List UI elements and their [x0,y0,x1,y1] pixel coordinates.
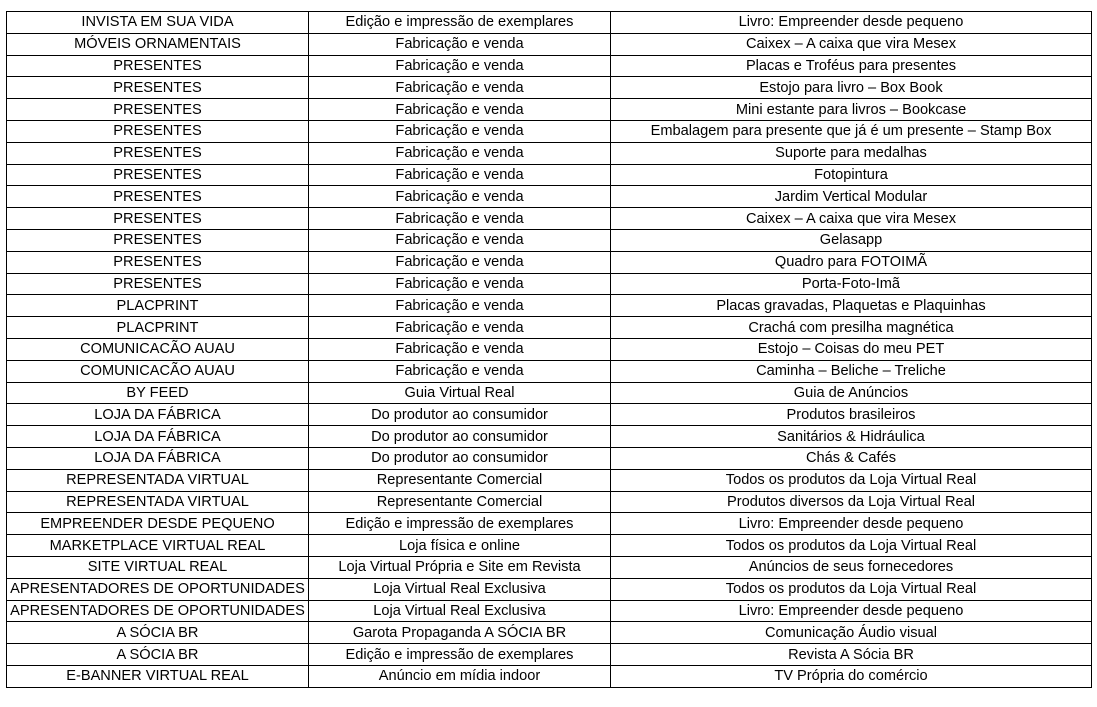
company-cell: E-BANNER VIRTUAL REAL [7,665,309,687]
activity-cell: Do produtor ao consumidor [309,426,611,448]
activity-cell: Representante Comercial [309,469,611,491]
activity-cell: Fabricação e venda [309,273,611,295]
product-cell: Gelasapp [611,229,1092,251]
product-cell: Estojo para livro – Box Book [611,77,1092,99]
activity-cell: Edição e impressão de exemplares [309,644,611,666]
company-cell: PRESENTES [7,99,309,121]
table-row [7,186,1092,208]
company-cell: INVISTA EM SUA VIDA [7,12,309,34]
product-cell: TV Própria do comércio [611,665,1092,687]
product-cell: Todos os produtos da Loja Virtual Real [611,578,1092,600]
company-cell: PRESENTES [7,186,309,208]
company-cell: REPRESENTADA VIRTUAL [7,469,309,491]
table-row [7,513,1092,535]
activity-cell: Loja Virtual Real Exclusiva [309,600,611,622]
product-cell: Anúncios de seus fornecedores [611,556,1092,578]
product-cell: Mini estante para livros – Bookcase [611,99,1092,121]
activity-cell: Garota Propaganda A SÓCIA BR [309,622,611,644]
activity-cell: Loja Virtual Real Exclusiva [309,578,611,600]
company-cell: LOJA DA FÁBRICA [7,426,309,448]
company-cell: PRESENTES [7,142,309,164]
product-cell: Guia de Anúncios [611,382,1092,404]
activity-cell: Fabricação e venda [309,295,611,317]
activity-cell: Edição e impressão de exemplares [309,513,611,535]
company-cell: APRESENTADORES DE OPORTUNIDADES [7,600,309,622]
product-cell: Produtos brasileiros [611,404,1092,426]
table-row [7,77,1092,99]
table-row [7,469,1092,491]
table-body [7,12,1092,688]
table-row [7,426,1092,448]
product-cell: Caixex – A caixa que vira Mesex [611,208,1092,230]
table-row [7,622,1092,644]
table-row [7,644,1092,666]
activity-cell: Fabricação e venda [309,338,611,360]
table-row [7,295,1092,317]
table-row [7,578,1092,600]
activity-cell: Fabricação e venda [309,208,611,230]
product-cell: Caminha – Beliche – Treliche [611,360,1092,382]
activity-cell: Fabricação e venda [309,360,611,382]
company-cell: PRESENTES [7,55,309,77]
product-cell: Comunicação Áudio visual [611,622,1092,644]
company-cell: APRESENTADORES DE OPORTUNIDADES [7,578,309,600]
table-row [7,382,1092,404]
activity-cell: Representante Comercial [309,491,611,513]
product-cell: Livro: Empreender desde pequeno [611,600,1092,622]
company-cell: LOJA DA FÁBRICA [7,447,309,469]
company-cell: MÓVEIS ORNAMENTAIS [7,33,309,55]
table-row [7,338,1092,360]
company-cell: PRESENTES [7,251,309,273]
product-cell: Produtos diversos da Loja Virtual Real [611,491,1092,513]
product-cell: Jardim Vertical Modular [611,186,1092,208]
company-cell: SITE VIRTUAL REAL [7,556,309,578]
table-row [7,317,1092,339]
company-cell: COMUNICACÃO AUAU [7,360,309,382]
activity-cell: Fabricação e venda [309,99,611,121]
company-cell: A SÓCIA BR [7,622,309,644]
table-row [7,164,1092,186]
activity-cell: Fabricação e venda [309,120,611,142]
product-cell: Livro: Empreender desde pequeno [611,12,1092,34]
company-cell: BY FEED [7,382,309,404]
table-row [7,33,1092,55]
table-row [7,600,1092,622]
activity-cell: Fabricação e venda [309,55,611,77]
table-row [7,142,1092,164]
table-row [7,404,1092,426]
company-cell: REPRESENTADA VIRTUAL [7,491,309,513]
activity-cell: Fabricação e venda [309,142,611,164]
table-row [7,55,1092,77]
activity-cell: Fabricação e venda [309,251,611,273]
company-cell: PLACPRINT [7,317,309,339]
table-row [7,99,1092,121]
company-cell: COMUNICACÃO AUAU [7,338,309,360]
company-cell: PRESENTES [7,164,309,186]
product-cell: Placas gravadas, Plaquetas e Plaquinhas [611,295,1092,317]
product-cell: Porta-Foto-Imã [611,273,1092,295]
table-row [7,447,1092,469]
table-row [7,229,1092,251]
product-cell: Revista A Sócia BR [611,644,1092,666]
product-cell: Chás & Cafés [611,447,1092,469]
activity-cell: Do produtor ao consumidor [309,404,611,426]
company-cell: PRESENTES [7,229,309,251]
activity-cell: Fabricação e venda [309,317,611,339]
company-cell: EMPREENDER DESDE PEQUENO [7,513,309,535]
activity-cell: Anúncio em mídia indoor [309,665,611,687]
company-cell: A SÓCIA BR [7,644,309,666]
company-cell: PLACPRINT [7,295,309,317]
product-cell: Quadro para FOTOIMÃ [611,251,1092,273]
company-cell: PRESENTES [7,273,309,295]
product-cell: Placas e Troféus para presentes [611,55,1092,77]
table-row [7,120,1092,142]
product-cell: Livro: Empreender desde pequeno [611,513,1092,535]
table-row [7,535,1092,557]
activity-cell: Fabricação e venda [309,77,611,99]
product-cell: Suporte para medalhas [611,142,1092,164]
activity-cell: Do produtor ao consumidor [309,447,611,469]
company-cell: PRESENTES [7,208,309,230]
table-row [7,665,1092,687]
table-row [7,491,1092,513]
company-cell: PRESENTES [7,77,309,99]
products-table [6,11,1092,688]
product-cell: Crachá com presilha magnética [611,317,1092,339]
product-cell: Todos os produtos da Loja Virtual Real [611,535,1092,557]
table-row [7,208,1092,230]
table-row [7,251,1092,273]
activity-cell: Edição e impressão de exemplares [309,12,611,34]
company-cell: LOJA DA FÁBRICA [7,404,309,426]
activity-cell: Fabricação e venda [309,33,611,55]
activity-cell: Loja física e online [309,535,611,557]
product-cell: Fotopintura [611,164,1092,186]
activity-cell: Fabricação e venda [309,186,611,208]
product-cell: Embalagem para presente que já é um presente – Stamp Box [611,120,1092,142]
table-row [7,12,1092,34]
product-cell: Sanitários & Hidráulica [611,426,1092,448]
table-row [7,360,1092,382]
table-row [7,556,1092,578]
table-row [7,273,1092,295]
activity-cell: Loja Virtual Própria e Site em Revista [309,556,611,578]
product-cell: Todos os produtos da Loja Virtual Real [611,469,1092,491]
document-sheet [6,11,1092,688]
product-cell: Estojo – Coisas do meu PET [611,338,1092,360]
product-cell: Caixex – A caixa que vira Mesex [611,33,1092,55]
activity-cell: Fabricação e venda [309,229,611,251]
activity-cell: Guia Virtual Real [309,382,611,404]
company-cell: MARKETPLACE VIRTUAL REAL [7,535,309,557]
company-cell: PRESENTES [7,120,309,142]
activity-cell: Fabricação e venda [309,164,611,186]
